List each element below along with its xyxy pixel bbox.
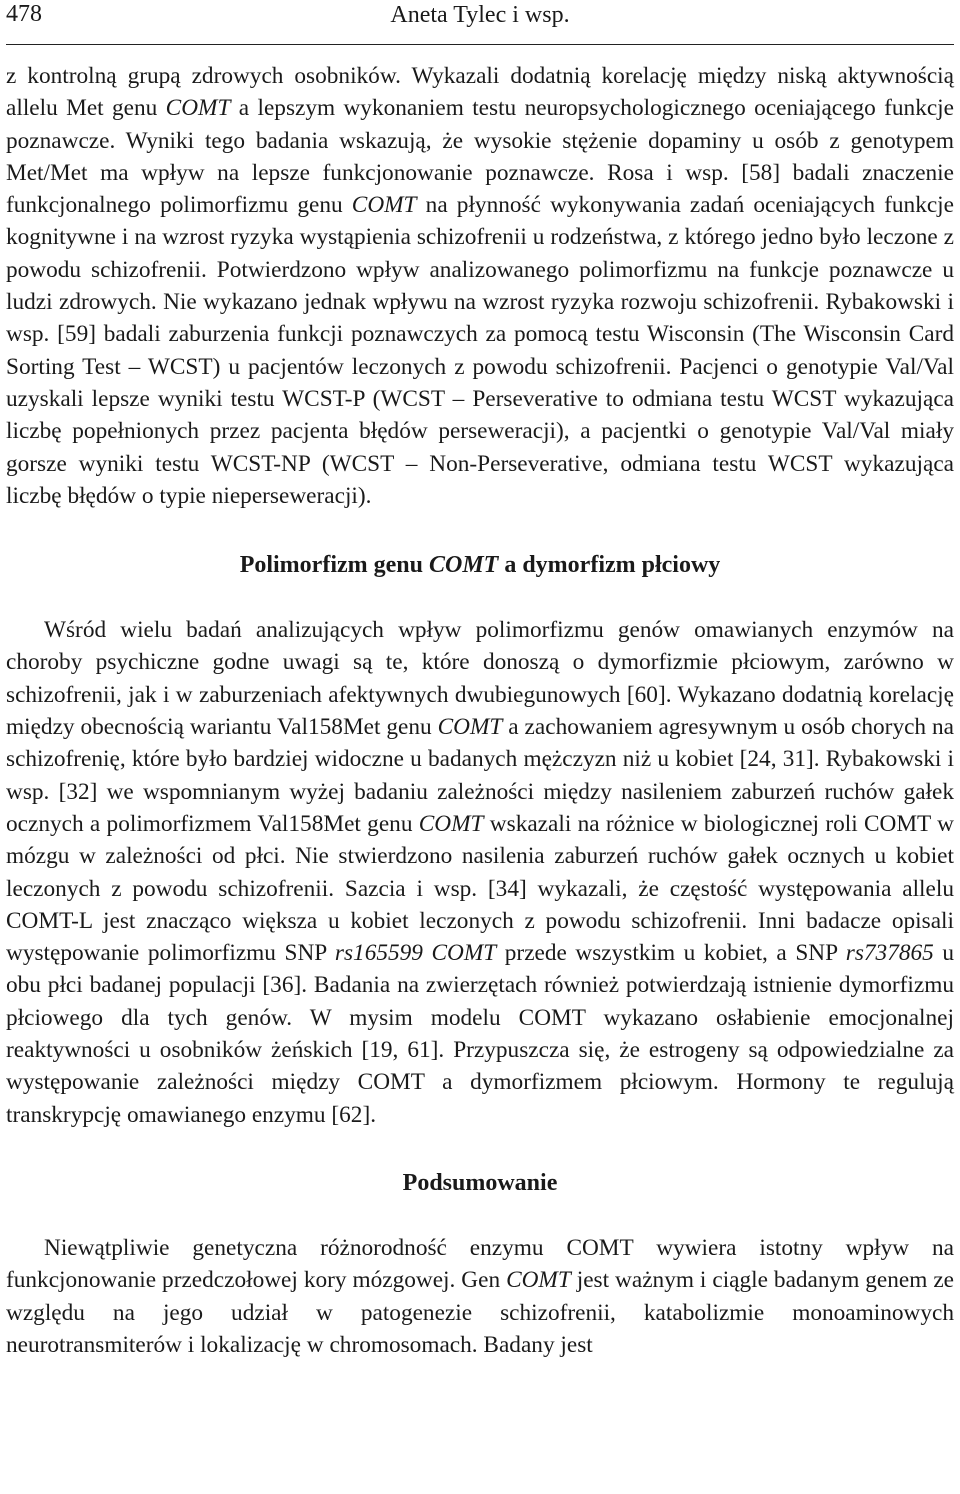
running-header [6,0,954,45]
p1-italic-2: COMT [351,192,417,219]
p2-italic-2: COMT [418,810,484,837]
running-title: Aneta Tylec i wsp. [390,2,570,28]
p2-text-4: przede wszystkim u kobiet, a SNP [496,940,846,967]
p2-text-5: u obu płci badanej populacji [36]. Badania na zwierzętach również potwierdzają istnienie dymorfizmu płciowego dla tych genów. W mysim modelu COMT wykazano osłabienie emocjonalnej reaktywności u osobników żeńskich [19, 61]. Przypuszcza się, że estrogeny są odpowiedzialne za występowanie zależności między COMT a dymorfizmem płciowym. Hormony te regulują transkrypcję omawianego enzymu [62]. [6,940,954,1128]
section-heading-podsumowanie: Podsumowanie [402,1169,558,1196]
p1-text-2: a lepszym wykonaniem testu neuropsychologicznego oceniającego funkcje poznawcze. Wyniki tego badania wskazują, że wysokie stężenie dopaminy u osób z genotypem Met/Met ma wpływ na lepsze funkcjonowanie poznawcze. Rosa i wsp. [58] badali znaczenie funkcjonalnego polimorfizmu genu [6,95,954,219]
p2-text-1: Wśród wielu badań analizujących wpływ polimorfizmu genów omawianych enzymów na choroby psychiczne godne uwagi są te, które donoszą o dymorfizmie płciowym, zarówno w schizofrenii, jak i w zaburzeniach afektywnych dwubiegunowych [60]. Wykazano dodatnią korelację między obecnością wariantu Val158Met genu [6,617,954,741]
p3-text-2: jest ważnym i ciągle badanym genem ze względu na jego udział w patogenezie schizofrenii, katabolizmie monoaminowych neurotransmiterów i lokalizację w chromosomach. Badany jest [6,1267,954,1358]
heading1-part-a: Polimorfizm genu [239,552,429,579]
paragraph-3 [6,1232,954,1361]
body-text [6,60,954,1361]
paragraph-1 [6,60,954,512]
heading1-part-b: COMT [428,552,499,579]
heading1-part-c: a dymorfizm płciowy [498,552,721,579]
section-heading-dymorfizm [6,549,954,581]
p2-text-3: wskazali na różnice w biologicznej roli COMT w mózgu w zależności od płci. Nie stwierdzono nasilenia zaburzeń ruchów gałek ocznych u kobiet leczonych z powodu schizofrenii. Sazcia i wsp. [34] wykazali, że częstość występowania allelu COMT-L jest znacząco większa u kobiet leczonych z powodu schizofrenii. Inni badacze opisali występowanie polimorfizmu SNP [6,810,954,967]
p1-text-3: na płynność wykonywania zadań oceniających funkcje kognitywne i na wzrost ryzyka wystąpienia schizofrenii u rodzeństwa, z którego jedno było leczone z powodu schizofrenii. Potwierdzono wpływ analizowanego polimorfizmu na funkcje poznawcze u ludzi zdrowych. Nie wykazano jednak wpływu na wzrost ryzyka rozwoju schizofrenii. Rybakowski i wsp. [59] badali zaburzenia funkcji poznawczych za pomocą testu Wisconsin (The Wisconsin Card Sorting Test – WCST) u pacjentów leczonych z powodu schizofrenii. Pacjenci o genotypie Val/Val uzyskali lepsze wyniki testu WCST-P (WCST – Perseverative to odmiana testu WCST wykazująca liczbę popełnionych przez pacjenta błędów perseweracji), a pacjentki o genotypie Val/Val miały gorsze wyniki testu WCST-NP (WCST – Non-Perseverative, odmiana testu WCST wykazująca liczbę błędów o typie nieperseweracji). [6,192,954,509]
p2-italic-1: COMT [437,714,503,741]
paragraph-2 [6,614,954,1131]
p2-italic-3: rs165599 COMT [334,940,497,967]
p3-text-1: Niewątpliwie genetyczna różnorodność enzymu COMT wywiera istotny wpływ na funkcjonowanie przedczołowej kory mózgowej. Gen [6,1234,954,1294]
p1-italic-1: COMT [165,95,231,122]
page-number: 478 [6,1,42,27]
p3-italic-1: COMT [506,1267,571,1294]
p1-text-1: z kontrolną grupą zdrowych osobników. Wykazali dodatnią korelację między niską aktywnością allelu Met genu [6,63,954,122]
p2-italic-4: rs737865 [845,940,934,967]
p2-text-2: a zachowaniem agresywnym u osób chorych na schizofrenię, które było bardziej widoczne u badanych mężczyzn niż u kobiet [24, 31]. Rybakowski i wsp. [32] we wspomnianym wyżej badaniu zależności między nasileniem zaburzeń ruchów gałek ocznych a polimorfizmem Val158Met genu [6,714,954,837]
